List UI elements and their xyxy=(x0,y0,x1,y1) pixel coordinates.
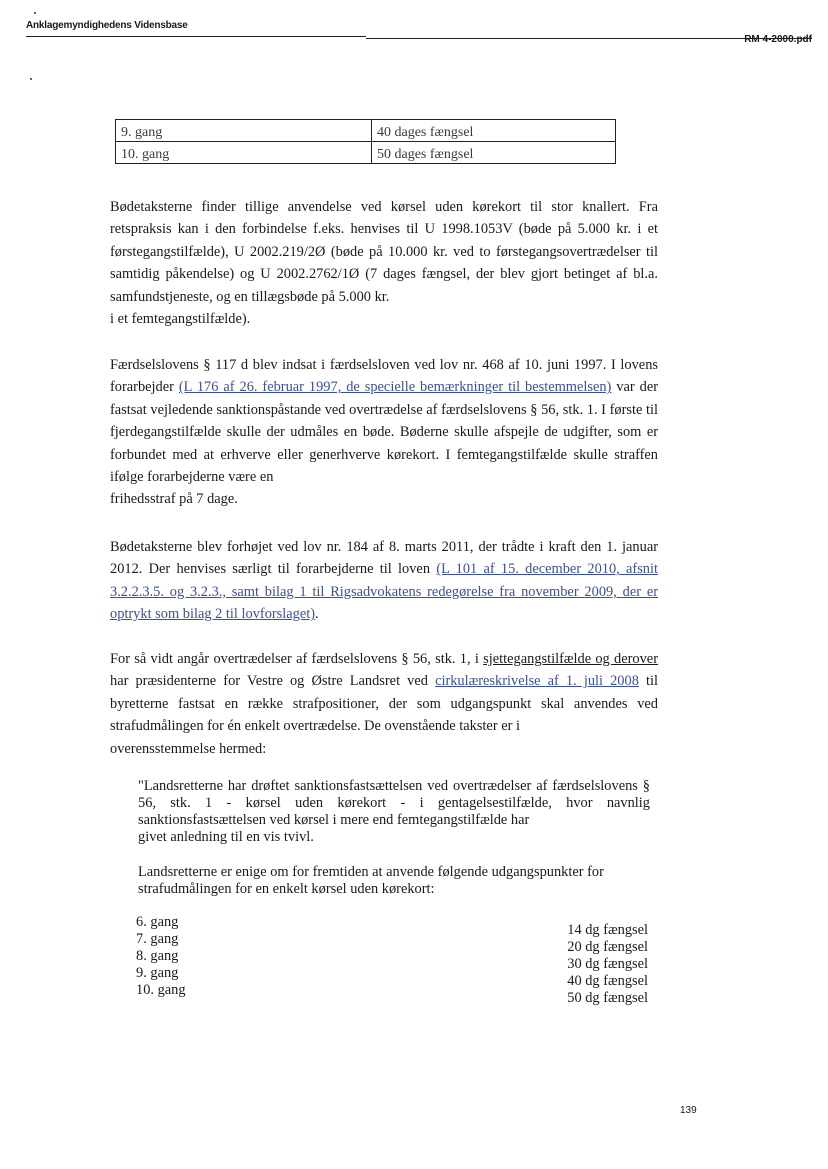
paragraph-fine-rates xyxy=(110,196,658,330)
header-filename: RM 4-2000.pdf xyxy=(744,34,812,45)
table-cell: 40 dages fængsel xyxy=(372,120,616,142)
table-cell: 9. gang xyxy=(116,120,372,142)
paragraph-text: har præsidenterne for Vestre og Østre Landsret ved xyxy=(110,673,428,690)
page-header xyxy=(26,18,812,50)
quote-text: givet anledning til en vis tvivl. xyxy=(138,829,314,845)
header-rule xyxy=(26,36,366,37)
list-item-label: 7. gang xyxy=(136,931,179,947)
table-cell: 50 dages fængsel xyxy=(372,142,616,164)
scan-speck xyxy=(34,12,36,14)
paragraph-circular xyxy=(110,648,658,760)
list-item-value: 50 dg fængsel xyxy=(567,990,648,1006)
paragraph-text: . xyxy=(315,606,319,623)
paragraph-text: til byretterne fastsat en række strafpositioner, der som udgangspunkt skal anvendes ved strafudmålingen for én enkelt overtrædelse. De ovenstående takster er i xyxy=(110,673,658,735)
list-item-label: 8. gang xyxy=(136,948,179,964)
paragraph-text: var der fastsat vejledende sanktionspåstande ved overtrædelse af færdselslovens § 56, stk. 1. I første til fjerdegangstilfælde skulle der udmåles en bøde. Bøderne skulle afspejle de udgifter, som er forbundet med at erhverve eller generhverve kørekort. I femtegangstilfælde skulle straffen ifølge forarbejderne være en xyxy=(110,379,659,486)
table-row xyxy=(116,120,616,142)
list-labels xyxy=(136,914,186,999)
list-item-label: 9. gang xyxy=(136,965,179,981)
penalty-table xyxy=(115,119,616,164)
paragraph-text: Bødetaksterne finder tillige anvendelse ved kørsel uden kørekort til stor knallert. Fra retspraksis kan i den forbindelse f.eks. henvises til U 1998.1053V (bøde på 5.000 kr. i et førstegangstilfælde), U 2002.219/2Ø (bøde på 10.000 kr. ved to førstegangsovertrædelser til samtidig påkendelse) og U 2002.2762/1Ø (7 dages fængsel, der blev gjort betinget af bl.a. samfundstjeneste, og en tillægsbøde på 5.000 kr. xyxy=(110,199,658,305)
paragraph-text: frihedsstraf på 7 dage. xyxy=(110,491,238,508)
list-item-value: 30 dg fængsel xyxy=(567,956,648,972)
quote-text: "Landsretterne har drøftet sanktionsfastsættelsen ved overtrædelser af færdselslovens § 56, stk. 1 - kørsel uden kørekort - i gentagelsestilfælde, hvor navnlig sanktionsfastsættelsen ved kørsel i mere end femtegangstilfælde har xyxy=(138,778,650,828)
list-item-value: 20 dg fængsel xyxy=(567,939,648,955)
reference-link-l101[interactable]: (L 101 af 15. december 2010, afsnit 3.2.2.3.5. og 3.2.3., samt bilag 1 til Rigsadvokatens redegørelse fra november 2009, der er optrykt som bilag 2 til lovforslaget) xyxy=(110,561,658,623)
quote-paragraph xyxy=(138,864,650,898)
list-item-value: 14 dg fængsel xyxy=(567,922,648,938)
paragraph-text: For så vidt angår overtrædelser af færdselslovens § 56, stk. 1, i xyxy=(110,651,479,667)
paragraph-text: i et femtegangstilfælde). xyxy=(110,311,251,328)
list-item-label: 6. gang xyxy=(136,914,179,930)
header-source: Anklagemyndighedens Vidensbase xyxy=(26,20,188,31)
reference-link-circular[interactable]: cirkulæreskrivelse af 1. juli 2008 xyxy=(435,673,639,690)
quote-text: Landsretterne er enige om for fremtiden at anvende følgende udgangspunkter for xyxy=(138,864,604,880)
paragraph-text: overensstemmelse hermed: xyxy=(110,740,267,757)
list-item-label: 10. gang xyxy=(136,982,186,998)
paragraph-rate-increase xyxy=(110,536,658,626)
quote-text: strafudmålingen for en enkelt kørsel uden kørekort: xyxy=(138,881,435,897)
list-item-value: 40 dg fængsel xyxy=(567,973,648,989)
reference-link-l176[interactable]: (L 176 af 26. februar 1997, de specielle bemærkninger til bestemmelsen) xyxy=(178,379,612,396)
table-row xyxy=(116,142,616,164)
quote-paragraph xyxy=(138,778,650,846)
paragraph-section-117d xyxy=(110,354,658,511)
paragraph-text: Færdselslovens § 117 d blev indsat i færdselsloven ved lov nr. 468 af 10. juni 1997. I lovens forarbejder xyxy=(110,357,658,396)
underlined-text: sjettegangstilfælde og derover xyxy=(483,651,658,667)
table-cell: 10. gang xyxy=(116,142,372,164)
paragraph-text: Bødetaksterne blev forhøjet ved lov nr. 184 af 8. marts 2011, der trådte i kraft den 1. januar 2012. Der henvises særligt til forarbejderne til loven xyxy=(110,539,658,578)
scan-speck xyxy=(30,78,32,80)
list-values xyxy=(567,922,648,1007)
page-number: 139 xyxy=(680,1105,697,1116)
